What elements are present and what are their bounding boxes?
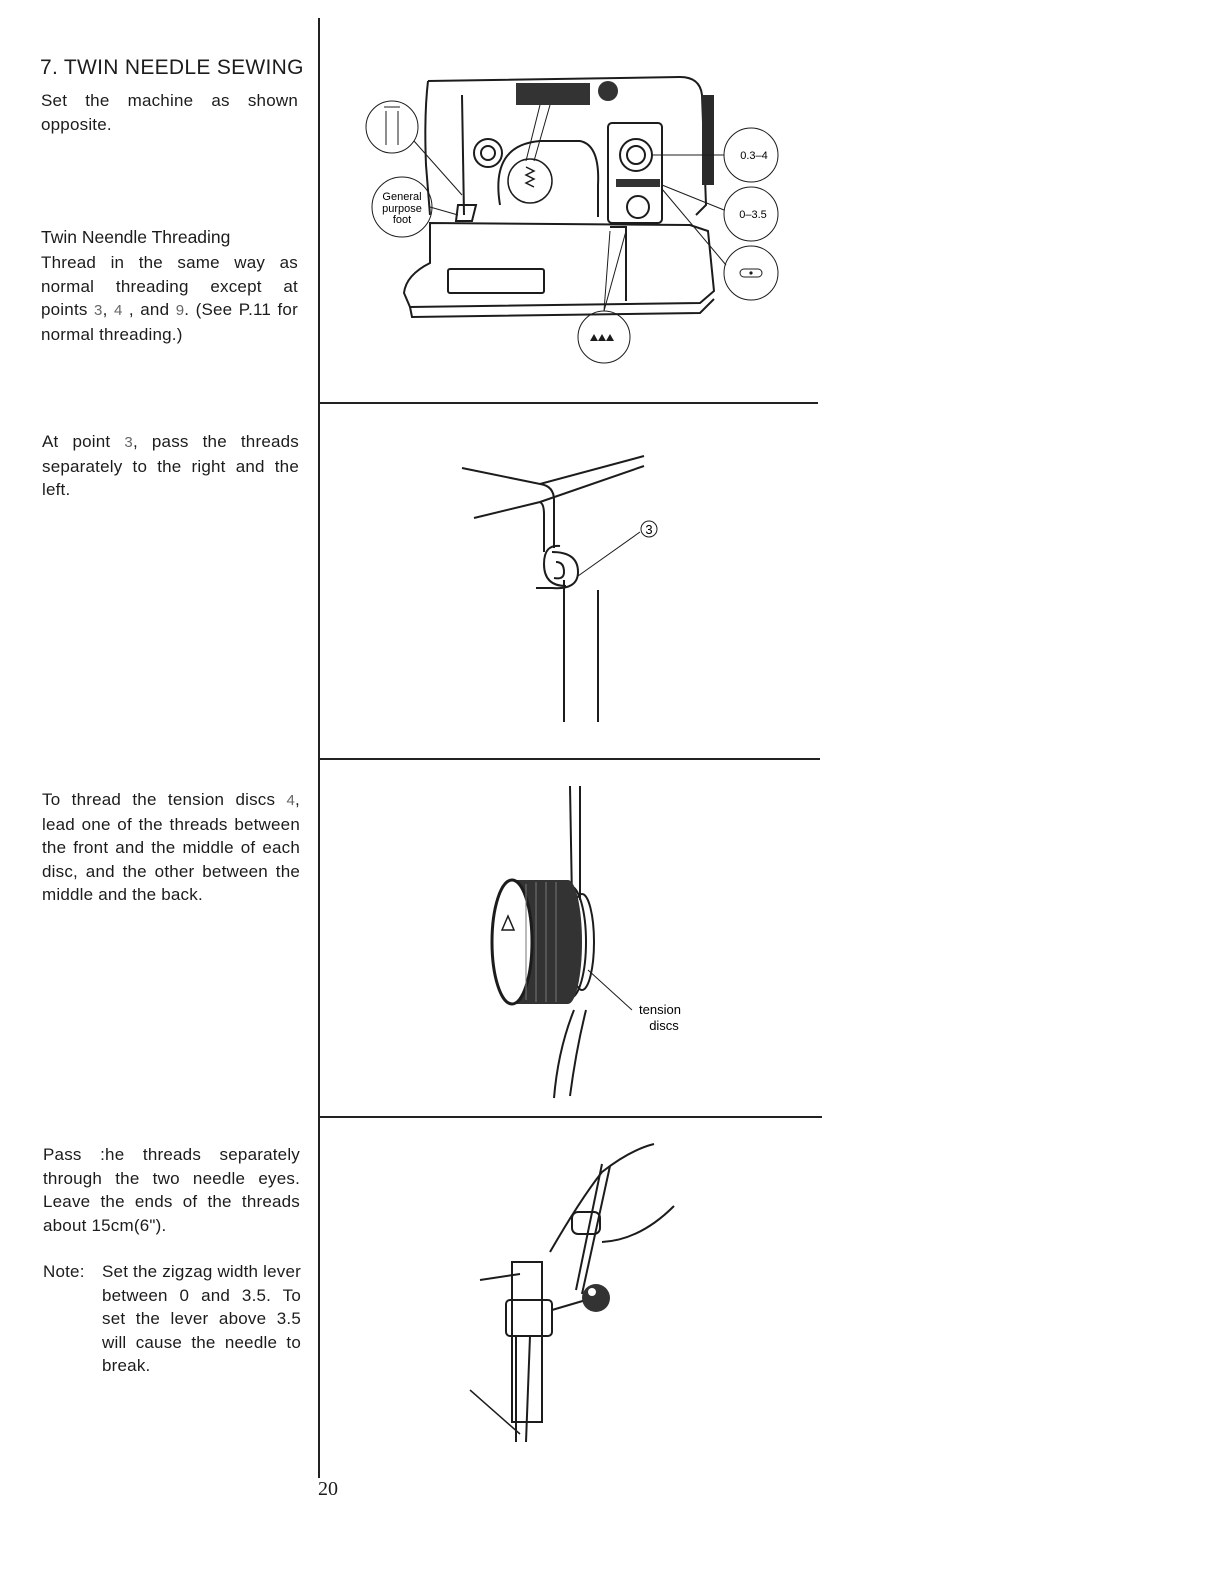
note-text: Set the zigzag width lever between 0 and 3.5. To set the lever above 3.5 will cause the needle to break. bbox=[102, 1262, 301, 1376]
leader-pattern-2 bbox=[534, 105, 550, 161]
machine-bed bbox=[404, 223, 714, 307]
page-number: 20 bbox=[318, 1478, 338, 1500]
guide-bar-left bbox=[540, 484, 554, 548]
threading-text-a: Thread in the same way as normal threading except at points bbox=[41, 253, 298, 320]
rule-2 bbox=[320, 758, 820, 760]
thread-2 bbox=[582, 1166, 610, 1294]
leader-tension bbox=[588, 970, 632, 1010]
step-tension-suffix: , lead one of the threads between the front and the middle of each disc, and the other between the middle and the back. bbox=[42, 790, 300, 905]
guide-hook-inner bbox=[554, 562, 564, 578]
callout-width-text: 0–3.5 bbox=[739, 209, 767, 221]
pattern-window bbox=[516, 83, 590, 105]
leader-width bbox=[662, 185, 724, 210]
clamp-screw-head bbox=[582, 1284, 610, 1312]
callout-foot-line3: foot bbox=[392, 214, 412, 226]
guide-hook bbox=[536, 552, 578, 588]
stitch-length-dial bbox=[620, 139, 652, 171]
comma: , bbox=[102, 300, 108, 320]
rule-1 bbox=[320, 402, 818, 404]
callout-needle bbox=[366, 101, 418, 153]
tension-dial bbox=[474, 139, 502, 167]
lever-dot bbox=[749, 271, 752, 274]
leader-pattern bbox=[526, 105, 540, 161]
machine-edge-bottom bbox=[474, 466, 644, 518]
machine-base bbox=[410, 299, 714, 317]
step-tension-prefix: To thread the tension discs bbox=[42, 790, 276, 809]
step-tension-num: 4 bbox=[286, 792, 296, 809]
needle-bar bbox=[462, 95, 464, 215]
feed-dog-icon bbox=[590, 334, 614, 341]
clamp-screw-highlight bbox=[588, 1288, 596, 1296]
note-label: Note: bbox=[43, 1262, 85, 1281]
figure-twin-needle bbox=[340, 1140, 810, 1460]
figure-thread-guide bbox=[340, 440, 810, 740]
zigzag-icon bbox=[526, 167, 534, 187]
tension-label-line1: tension bbox=[639, 1002, 681, 1017]
thread-lower-2 bbox=[570, 1010, 586, 1096]
threading-text bbox=[41, 251, 298, 346]
tension-dial-inner bbox=[481, 146, 495, 160]
step-point3-suffix: , pass the threads separately to the right and the left. bbox=[42, 432, 299, 500]
tension-knob-rim bbox=[554, 880, 582, 1004]
needle-right bbox=[526, 1336, 530, 1442]
column-divider bbox=[318, 18, 320, 1478]
point-3-ref: 3 bbox=[94, 302, 103, 320]
presser-foot bbox=[456, 205, 476, 221]
machine-head-edge-2 bbox=[602, 1206, 674, 1242]
presser-bar-line bbox=[480, 1274, 520, 1280]
step-point3-prefix: At point bbox=[42, 432, 111, 451]
thread-1 bbox=[576, 1164, 602, 1290]
callout-foot-line1: General bbox=[382, 191, 422, 203]
zigzag-knob bbox=[627, 196, 649, 218]
intro-text: Set the machine as shown opposite. bbox=[41, 91, 298, 134]
section-title: 7. TWIN NEEDLE SEWING bbox=[40, 56, 304, 79]
step-point3-text bbox=[42, 430, 299, 502]
stitch-length-dial-inner bbox=[627, 146, 645, 164]
rule-3 bbox=[320, 1116, 822, 1118]
callout-length-text: 0.3–4 bbox=[740, 150, 768, 162]
hand-wheel bbox=[702, 95, 714, 185]
step-tension-text bbox=[42, 788, 300, 907]
callout-feed-dog bbox=[578, 311, 630, 363]
free-arm-slot bbox=[448, 269, 544, 293]
step-needle-text: Pass :he threads separately through the two needle eyes. Leave the ends of the threads about 15cm(6"). bbox=[43, 1145, 300, 1235]
leader-lever bbox=[662, 189, 726, 265]
clamp-screw bbox=[552, 1300, 586, 1310]
width-lever-slot bbox=[616, 179, 660, 187]
dial-panel bbox=[608, 123, 662, 223]
figure-tension-discs bbox=[340, 780, 810, 1110]
machine-arm-cutout bbox=[498, 141, 598, 217]
point-3-label: 3 bbox=[645, 522, 653, 537]
figure-machine bbox=[340, 55, 810, 375]
point-9-ref: 9 bbox=[175, 302, 185, 320]
machine-edge-top bbox=[462, 456, 644, 484]
tension-label-line2: discs bbox=[649, 1018, 679, 1033]
and-text: , and bbox=[128, 300, 170, 320]
leader-point-3 bbox=[578, 532, 640, 576]
threading-text-b: . (See P.11 for normal threading.) bbox=[41, 300, 298, 344]
leader-foot bbox=[430, 207, 458, 215]
threading-heading: Twin Neendle Threading bbox=[41, 227, 231, 247]
step-point3-num: 3 bbox=[124, 434, 133, 451]
guide-bar-right bbox=[540, 502, 544, 552]
point-4-ref: 4 bbox=[113, 302, 123, 320]
top-knob bbox=[598, 81, 618, 101]
callout-foot-line2: purpose bbox=[382, 203, 422, 215]
leader-needle bbox=[414, 141, 462, 195]
twin-needle-icon bbox=[384, 107, 400, 145]
